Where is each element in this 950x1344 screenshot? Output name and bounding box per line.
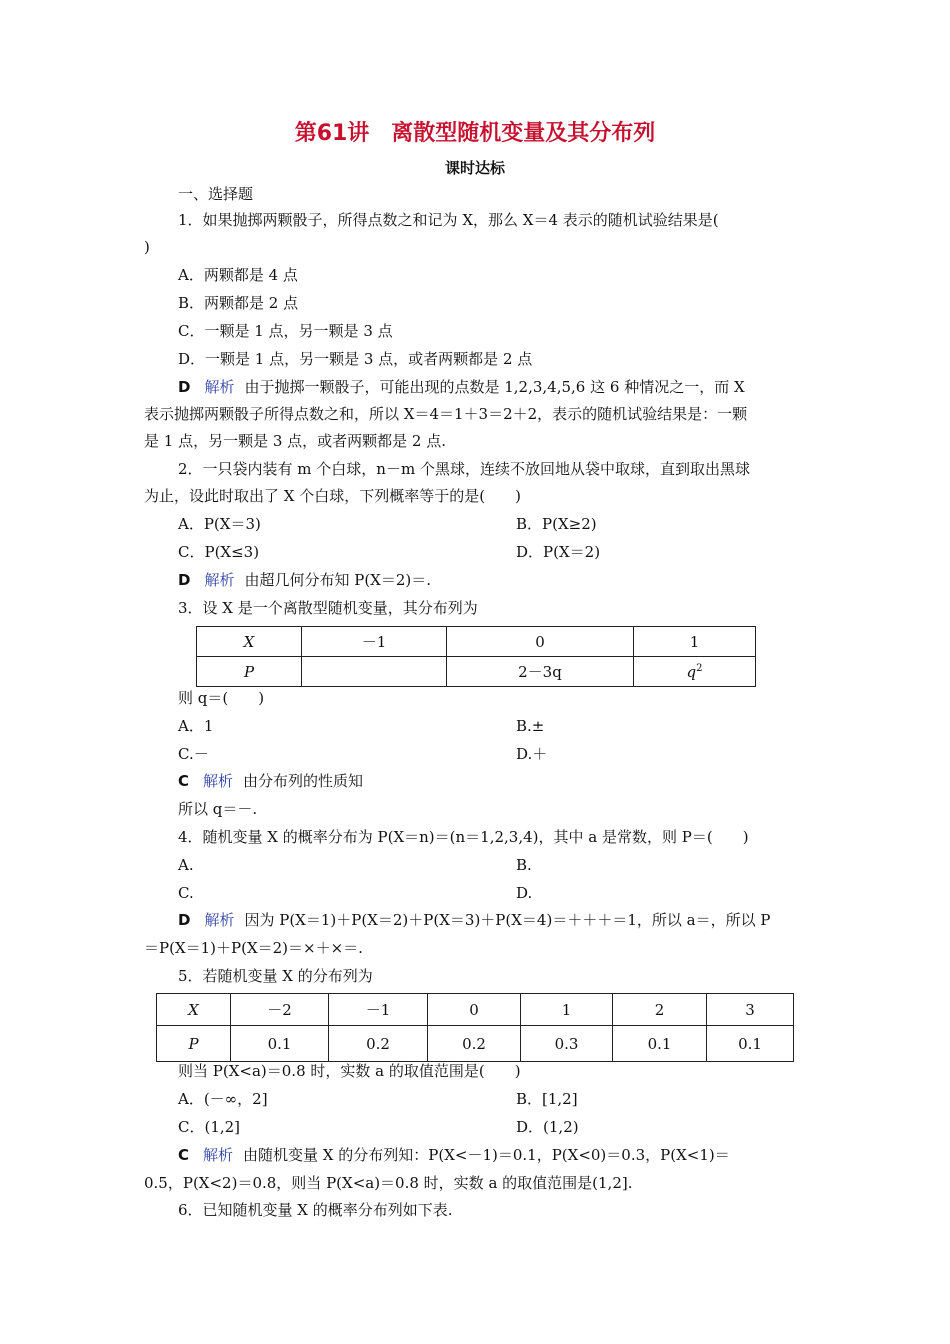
q3-option-d: D.＋ [516, 745, 548, 763]
q5-cell: 2 [613, 994, 707, 1026]
q3-cell: 0 [447, 627, 634, 657]
q1-solution [178, 377, 745, 397]
q6-stem: 6．已知随机变量 X 的概率分布列如下表. [178, 1201, 453, 1219]
q4-solution [178, 910, 770, 930]
q4-option-d: D. [516, 884, 533, 902]
page-subtitle: 课时达标 [444, 159, 505, 177]
q5-answer: C [178, 1146, 190, 1164]
q5-cell: P [157, 1026, 231, 1062]
q1-option-b: B．两颗都是 2 点 [178, 294, 299, 312]
q3-solution [178, 771, 363, 791]
q3-jiexi-label: 解析 [203, 772, 234, 790]
q4-solution-line1: 因为 P(X＝1)＋P(X＝2)＋P(X＝3)＋P(X＝4)＝＋＋＋＝1，所以 a＝，所以 P [244, 911, 771, 929]
q5-solution-line2: 0.5，P(X<2)＝0.8，则当 P(X<a)＝0.8 时，实数 a 的取值范围是(1,2]. [144, 1174, 633, 1192]
q1-solution-line3: 是 1 点，另一颗是 3 点，或者两颗都是 2 点. [144, 432, 447, 450]
q5-option-c: C．(1,2] [178, 1118, 241, 1136]
q5-cell: 0.2 [428, 1026, 521, 1062]
q2-option-c: C．P(X≤3) [178, 543, 260, 561]
q5-cell: －2 [231, 994, 329, 1026]
q3-cell-q-squared [634, 657, 756, 687]
q1-option-a: A．两颗都是 4 点 [178, 266, 298, 284]
q1-solution-line2: 表示抛掷两颗骰子所得点数之和，所以 X＝4＝1＋3＝2＋2，表示的随机试验结果是：一颗 [144, 405, 748, 423]
q5-stem: 5．若随机变量 X 的分布列为 [178, 967, 373, 985]
q4-jiexi-label: 解析 [204, 911, 235, 929]
q5-solution-line1: 由随机变量 X 的分布列知：P(X<－1)＝0.1，P(X<0)＝0.3，P(X<1)＝ [243, 1146, 730, 1164]
q3-option-b: B.± [516, 717, 545, 735]
q1-solution-line1: 由于抛掷一颗骰子，可能出现的点数是 1,2,3,4,5,6 这 6 种情况之一，而 X [244, 378, 745, 396]
q5-table-row-p [157, 1026, 794, 1062]
q4-solution-line2: ＝P(X＝1)＋P(X＝2)＝×＋×＝. [144, 939, 363, 957]
page-title: 第61讲 离散型随机变量及其分布列 [294, 121, 656, 146]
q5-option-b: B．[1,2] [516, 1090, 578, 1108]
q3-stem: 3．设 X 是一个离散型随机变量，其分布列为 [178, 599, 478, 617]
q5-cell: 3 [707, 994, 794, 1026]
q3-cell: －1 [302, 627, 447, 657]
q3-cell-q: q [686, 662, 697, 681]
q3-answer: C [178, 772, 190, 790]
q3-distribution-table [196, 626, 756, 687]
q2-option-b: B．P(X≥2) [516, 515, 597, 533]
q4-option-a: A. [178, 856, 194, 874]
q3-cell: 2－3q [447, 657, 634, 687]
q1-option-c: C．一颗是 1 点，另一颗是 3 点 [178, 322, 393, 340]
q3-cell [302, 657, 447, 687]
q5-distribution-table [156, 993, 794, 1062]
q3-cell-exponent: 2 [696, 662, 703, 674]
q5-cell: 0.2 [329, 1026, 428, 1062]
q5-cell: 0.1 [707, 1026, 794, 1062]
q3-solution-line1: 由分布列的性质知 [243, 772, 364, 790]
q1-option-d: D．一颗是 1 点，另一颗是 3 点，或者两颗都是 2 点 [178, 350, 533, 368]
q5-cell: 0.1 [613, 1026, 707, 1062]
q2-option-d: D．P(X＝2) [516, 543, 601, 561]
q3-table-row-p [197, 657, 756, 687]
q4-answer: D [178, 911, 191, 929]
q5-table-row-x [157, 994, 794, 1026]
q5-cell: X [157, 994, 231, 1026]
q5-jiexi-label: 解析 [203, 1146, 234, 1164]
q2-stem-cont: 为止，设此时取出了 X 个白球，下列概率等于的是( ) [144, 487, 521, 505]
q2-solution-line1: 由超几何分布知 P(X＝2)＝. [244, 571, 432, 589]
q5-cell: －1 [329, 994, 428, 1026]
q5-option-a: A．(－∞，2] [178, 1090, 268, 1108]
q2-option-a: A．P(X＝3) [178, 515, 261, 533]
q2-stem: 2．一只袋内装有 m 个白球，n－m 个黑球，连续不放回地从袋中取球，直到取出黑球 [178, 460, 750, 478]
q1-answer: D [178, 378, 191, 396]
q1-jiexi-label: 解析 [204, 378, 235, 396]
q5-solution [178, 1145, 730, 1165]
q5-cell: 0 [428, 994, 521, 1026]
q4-option-c: C. [178, 884, 194, 902]
q5-cell: 1 [521, 994, 613, 1026]
q5-cell: 0.3 [521, 1026, 613, 1062]
q2-solution [178, 570, 431, 590]
q4-option-b: B. [516, 856, 532, 874]
q3-option-c: C.－ [178, 745, 209, 763]
q4-stem: 4．随机变量 X 的概率分布为 P(X＝n)＝(n＝1,2,3,4)，其中 a 是常数，则 P＝( ) [178, 828, 749, 846]
q3-ask: 则 q＝( ) [178, 689, 265, 707]
q3-cell: P [197, 657, 302, 687]
q5-cell: 0.1 [231, 1026, 329, 1062]
q3-solution-line2: 所以 q＝－. [178, 800, 258, 818]
q1-stem: 1．如果抛掷两颗骰子，所得点数之和记为 X，那么 X＝4 表示的随机试验结果是( [178, 211, 719, 229]
q3-cell: 1 [634, 627, 756, 657]
q5-ask: 则当 P(X<a)＝0.8 时，实数 a 的取值范围是( ) [178, 1062, 521, 1080]
q3-option-a: A．1 [178, 717, 214, 735]
q2-jiexi-label: 解析 [204, 571, 235, 589]
q2-answer: D [178, 571, 191, 589]
q1-stem-cont: ) [144, 238, 150, 256]
section-heading: 一、选择题 [178, 185, 254, 203]
q5-option-d: D．(1,2) [516, 1118, 579, 1136]
q3-cell: X [197, 627, 302, 657]
q3-table-row-x [197, 627, 756, 657]
